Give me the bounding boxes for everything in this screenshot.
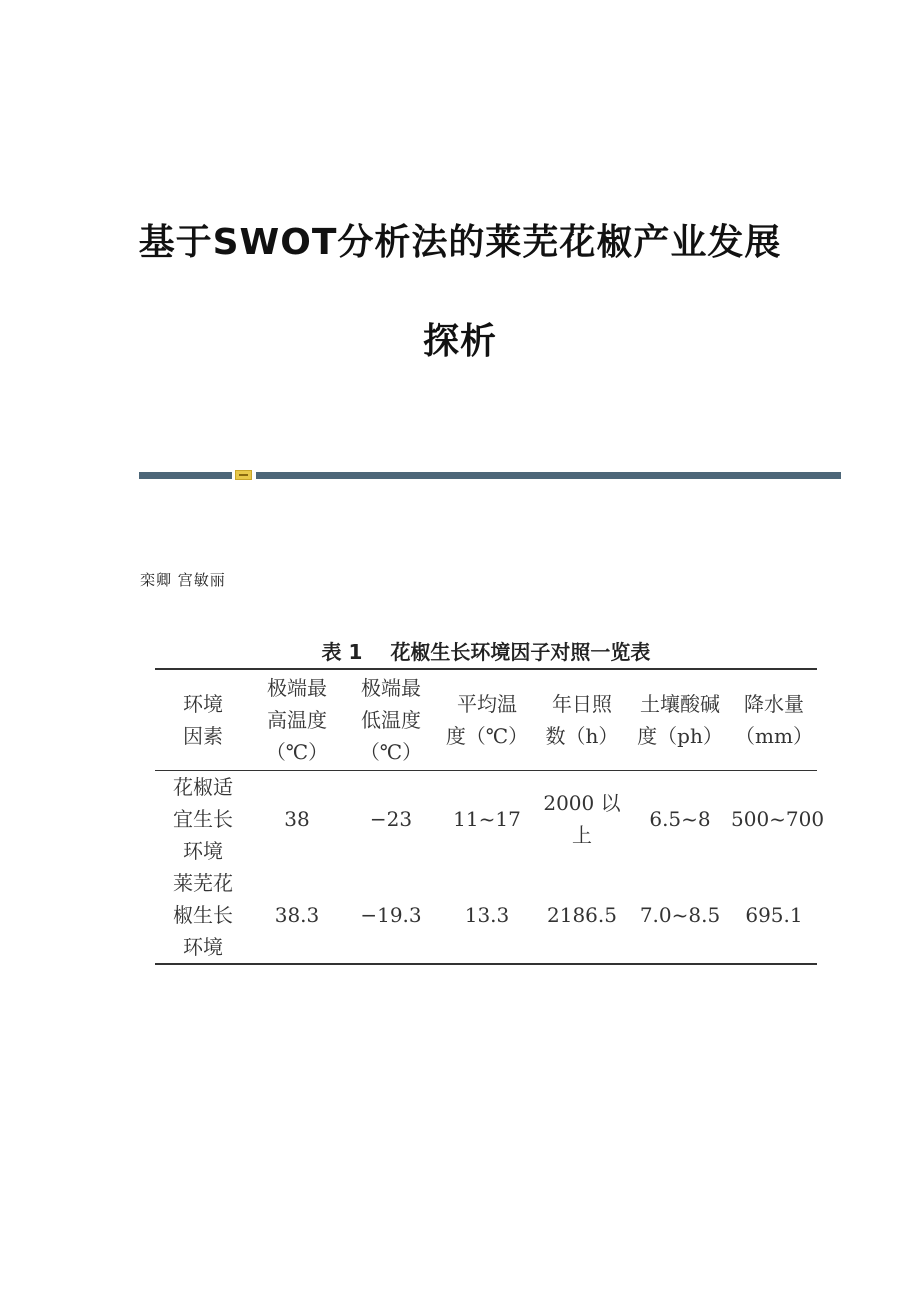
table-caption xyxy=(155,636,817,665)
header-cell: 降水量 （mm） xyxy=(735,692,813,748)
table-caption-number: 表 1 xyxy=(321,640,363,664)
header-cell: 土壤酸碱 度（ph） xyxy=(637,692,723,748)
header-cell: 极端最 低温度 （℃） xyxy=(359,676,423,764)
header-cell: 环境 因素 xyxy=(183,692,223,748)
table-cell: 38 xyxy=(284,807,310,831)
table-cell: 500~700 xyxy=(731,807,825,831)
table-cell: 2000 以 上 xyxy=(543,791,621,847)
document-title-line-2: 探析 xyxy=(422,321,497,362)
divider-ornament-icon xyxy=(235,470,252,480)
table-cell: 6.5~8 xyxy=(649,807,711,831)
table-cell: −23 xyxy=(369,807,413,831)
header-cell: 平均温 度（℃） xyxy=(445,692,529,748)
document-title-line-1: 基于SWOT分析法的莱芜花椒产业发展 xyxy=(138,222,782,263)
header-cell: 年日照 数（h） xyxy=(545,692,619,748)
title-divider xyxy=(139,470,841,480)
table-cell: 7.0~8.5 xyxy=(639,903,721,927)
table-cell: 38.3 xyxy=(274,903,320,927)
table-row xyxy=(155,867,817,964)
table-cell: −19.3 xyxy=(360,903,422,927)
table-row xyxy=(155,771,817,868)
header-cell: 极端最 高温度 （℃） xyxy=(265,676,329,764)
table-cell: 695.1 xyxy=(745,903,803,927)
table-header-row xyxy=(155,669,817,771)
authors-line: 栾卿 宫敏丽 xyxy=(140,571,226,589)
table-cell: 莱芜花 椒生长 环境 xyxy=(173,871,233,959)
table-cell: 11~17 xyxy=(453,807,521,831)
table-caption-title: 花椒生长环境因子对照一览表 xyxy=(390,640,651,664)
table-cell: 13.3 xyxy=(464,903,510,927)
divider-bar-right xyxy=(256,472,841,479)
environment-factor-table xyxy=(155,668,825,965)
divider-bar-left xyxy=(139,472,232,479)
table-cell: 2186.5 xyxy=(547,903,617,927)
table-cell: 花椒适 宜生长 环境 xyxy=(173,775,233,863)
